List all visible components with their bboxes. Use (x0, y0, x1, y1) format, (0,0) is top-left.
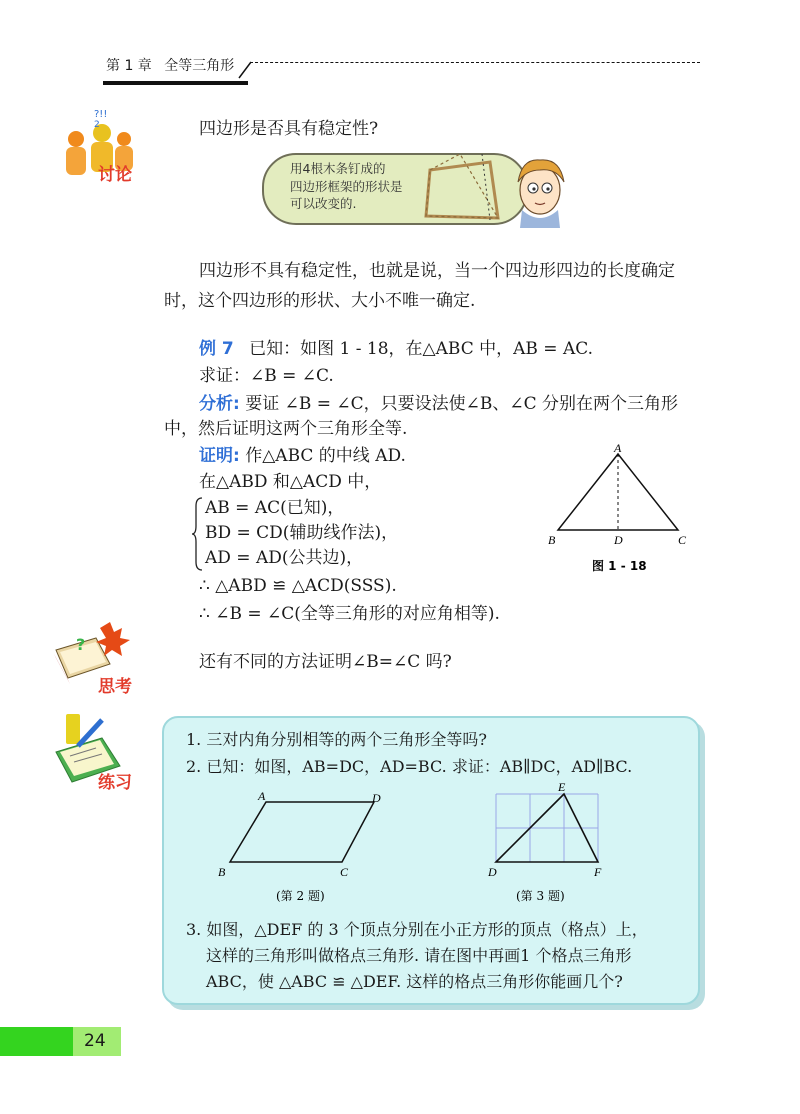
example-prove: 求证：∠B = ∠C. (199, 366, 334, 386)
exercise-q1: 1. 三对内角分别相等的两个三角形全等吗? (186, 730, 487, 749)
exercise-label: 练习 (98, 773, 132, 793)
example-label: 例 7 (199, 339, 234, 359)
analysis-label: 分析: (199, 394, 240, 414)
point-b-label: B (548, 533, 556, 547)
system-line-3: AD = AD(公共边)， (205, 548, 364, 568)
svg-text:2: 2 (94, 120, 100, 130)
point-a-label: A (614, 441, 622, 455)
system-line-2: BD = CD(辅助线作法)， (205, 523, 399, 543)
figure-1-18 (540, 440, 700, 580)
discussion-label: 讨论 (98, 165, 132, 185)
square-grid (496, 794, 598, 862)
thinking-label: 思考 (98, 677, 132, 697)
point-d-label: D (614, 533, 623, 547)
speech-bubble-text: 用4根木条钉成的 四边形框架的形状是 可以改变的. (290, 161, 403, 211)
point-b-label: B (218, 865, 226, 879)
analysis-line-2: 中，然后证明这两个三角形全等. (164, 419, 408, 439)
analysis-line-1: 分析: 要证 ∠B = ∠C，只要设法使∠B、∠C 分别在两个三角形 (199, 394, 679, 414)
svg-text:?!!: ?!! (94, 109, 108, 120)
page-number-bar (0, 1027, 73, 1056)
figure-3-caption: (第 3 题) (516, 889, 565, 903)
point-c-label: C (340, 865, 349, 879)
exercise-q3-line-1: 3. 如图，△DEF 的 3 个顶点分别在小正方形的顶点（格点）上， (186, 920, 648, 939)
chapter-title: 全等三角形 (164, 58, 235, 74)
point-e-label: E (558, 780, 566, 794)
proof-in-triangles: 在△ABD 和△ACD 中， (199, 472, 382, 492)
page-number: 24 (84, 1031, 106, 1051)
figure-2-caption: (第 2 题) (276, 889, 325, 903)
point-d-label: D (488, 865, 497, 879)
therefore-line-2: ∴ ∠B = ∠C(全等三角形的对应角相等). (199, 604, 500, 624)
exercise-q3-line-3: ABC，使 △ABC ≌ △DEF. 这样的格点三角形你能画几个? (206, 972, 623, 991)
proof-first-line: 证明: 作△ABC 的中线 AD. (199, 446, 406, 466)
example-given: 例 7 已知：如图 1 - 18，在△ABC 中，AB = AC. (199, 339, 594, 359)
therefore-line-1: ∴ △ABD ≌ △ACD(SSS). (199, 576, 397, 596)
figure-question-3 (486, 780, 616, 910)
discussion-question: 四边形是否具有稳定性? (199, 119, 379, 139)
thinking-student-icon (508, 148, 572, 228)
chapter-number: 第 1 章 (106, 58, 152, 74)
exercise-q3-line-2: 这样的三角形叫做格点三角形. 请在图中再画1 个格点三角形 (206, 946, 632, 965)
point-f-label: F (594, 865, 602, 879)
header-dashed-rule (250, 62, 700, 63)
figure-caption: 图 1 - 18 (592, 559, 647, 573)
point-c-label: C (678, 533, 687, 547)
point-d-label: D (372, 791, 381, 805)
parallelogram-abcd (230, 802, 374, 862)
figure-question-2 (212, 786, 392, 906)
system-line-1: AB = AC(已知)， (205, 498, 345, 518)
header-slash-icon (237, 60, 253, 80)
exercise-q2: 2. 已知：如图，AB=DC，AD=BC. 求证：AB∥DC，AD∥BC. (186, 757, 633, 776)
conclusion-line-1: 四边形不具有稳定性，也就是说，当一个四边形四边的长度确定 (199, 261, 675, 281)
proof-label: 证明: (199, 446, 240, 466)
conclusion-line-2: 时，这个四边形的形状、大小不唯一确定. (164, 291, 476, 311)
svg-text:?: ? (76, 635, 86, 654)
wooden-frame-illustration (420, 150, 510, 225)
point-a-label: A (258, 789, 266, 803)
thinking-question: 还有不同的方法证明∠B=∠C 吗? (199, 652, 452, 672)
system-brace (192, 496, 204, 572)
chapter-header (106, 55, 234, 75)
